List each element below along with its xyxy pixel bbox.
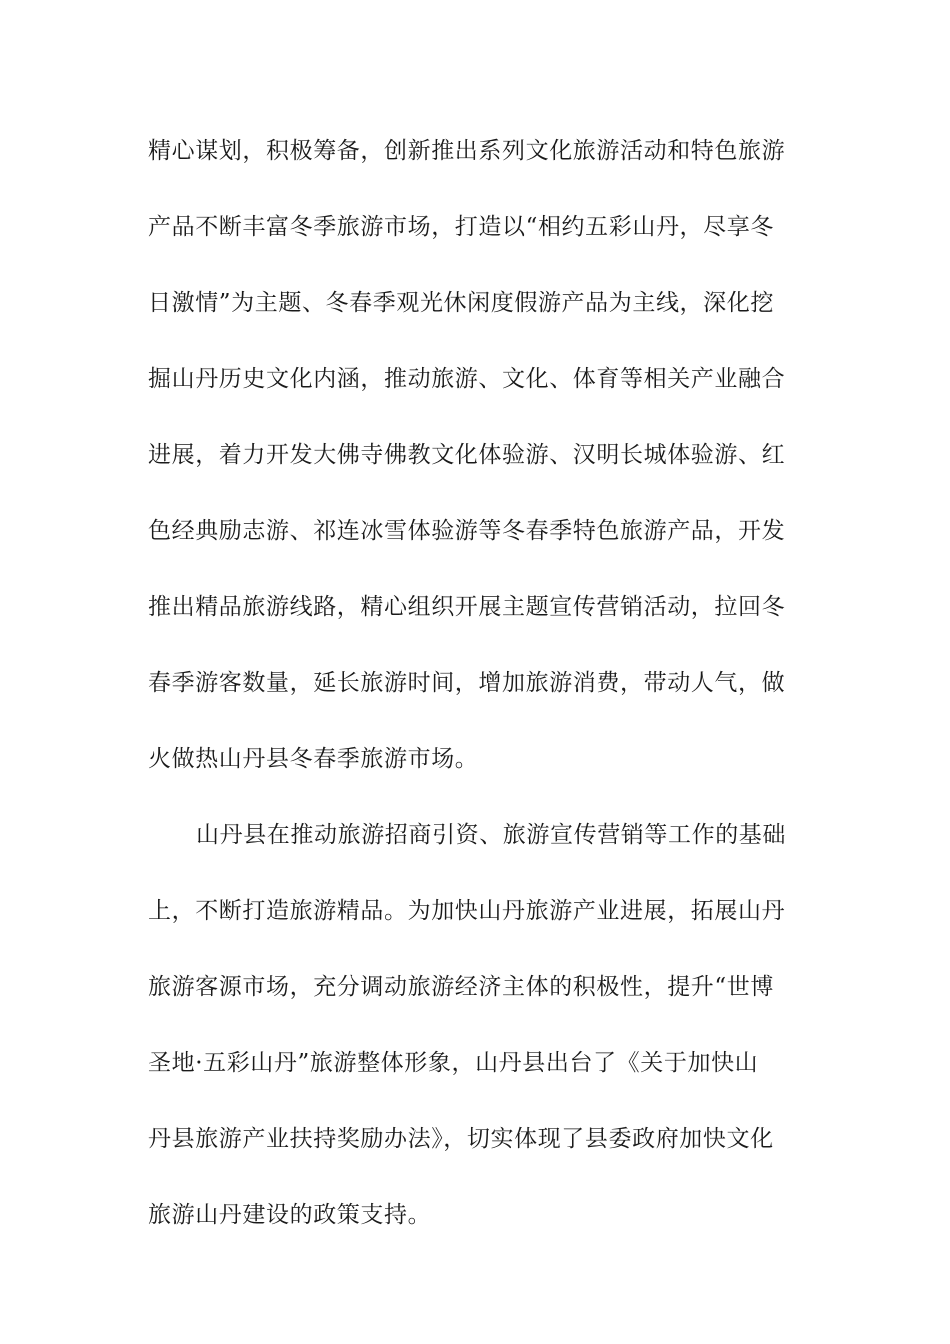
text-line: 火做热山丹县冬春季旅游市场。 — [148, 746, 479, 772]
text-line: 掘山丹历史文化内涵，推动旅游、文化、体育等相关产业融合 — [148, 366, 786, 392]
text-line: 旅游客源市场，充分调动旅游经济主体的积极性，提升“世博 — [148, 974, 774, 1000]
text-line: 旅游山丹建设的政策支持。 — [148, 1202, 432, 1228]
text-line: 产品不断丰富冬季旅游市场，打造以“相约五彩山丹，尽享冬 — [148, 214, 774, 240]
text-line: 山丹县在推动旅游招商引资、旅游宣传营销等工作的基础 — [196, 822, 786, 848]
paragraph-2 — [148, 812, 808, 1268]
text-line: 精心谋划，积极筹备，创新推出系列文化旅游活动和特色旅游 — [148, 138, 786, 164]
text-line: 色经典励志游、祁连冰雪体验游等冬春季特色旅游产品，开发 — [148, 518, 786, 544]
paragraph-1 — [148, 128, 808, 812]
text-line: 丹县旅游产业扶持奖励办法》，切实体现了县委政府加快文化 — [148, 1126, 774, 1152]
text-line: 推出精品旅游线路，精心组织开展主题宣传营销活动，拉回冬 — [148, 594, 786, 620]
document-body — [148, 128, 808, 1268]
text-line: 上，不断打造旅游精品。为加快山丹旅游产业进展，拓展山丹 — [148, 898, 786, 924]
text-line: 日激情”为主题、冬春季观光休闲度假游产品为主线，深化挖 — [148, 290, 774, 316]
text-line: 圣地·五彩山丹”旅游整体形象，山丹县出台了《关于加快山 — [148, 1050, 759, 1076]
text-line: 春季游客数量，延长旅游时间，增加旅游消费，带动人气，做 — [148, 670, 786, 696]
text-line: 进展，着力开发大佛寺佛教文化体验游、汉明长城体验游、红 — [148, 442, 786, 468]
